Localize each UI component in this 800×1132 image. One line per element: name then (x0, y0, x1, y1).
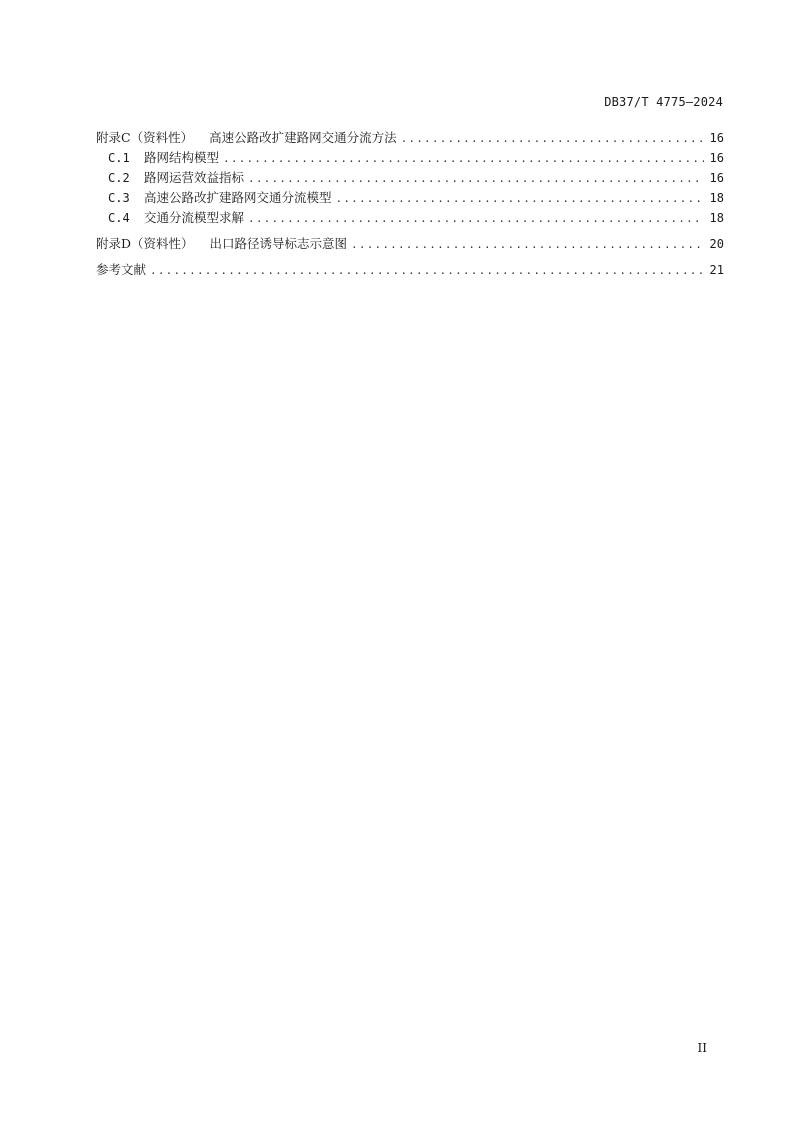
toc-entry-number: C.4 (108, 211, 130, 225)
table-of-contents (96, 128, 724, 280)
toc-leader-dots (248, 209, 704, 228)
toc-leader-dots (223, 149, 704, 168)
toc-entry-c2[interactable] (96, 168, 724, 188)
toc-leader-dots (351, 235, 704, 254)
toc-entry-page: 16 (709, 171, 724, 185)
toc-entry-title: 高速公路改扩建路网交通分流方法 (209, 130, 397, 145)
toc-entry-label (108, 188, 332, 208)
toc-entry-number: C.1 (108, 151, 130, 165)
toc-entry-page: 18 (709, 191, 724, 205)
toc-entry-title: 交通分流模型求解 (144, 210, 245, 225)
toc-entry-title: 路网运营效益指标 (144, 170, 245, 185)
toc-leader-dots (401, 129, 704, 148)
toc-entry-prefix: 附录C（资料性） (96, 130, 194, 145)
toc-entry-title: 参考文献 (96, 262, 147, 277)
toc-entry-title: 路网结构模型 (144, 150, 220, 165)
toc-entry-label (108, 208, 244, 228)
toc-entry-title: 出口路径诱导标志示意图 (209, 236, 348, 251)
toc-leader-dots (336, 189, 704, 208)
toc-entry-label (108, 148, 219, 168)
toc-entry-label (96, 234, 347, 253)
toc-entry-references[interactable] (96, 260, 724, 280)
toc-entry-prefix: 附录D（资料性） (96, 236, 194, 251)
toc-entry-number: C.3 (108, 191, 130, 205)
toc-entry-page: 20 (709, 237, 724, 251)
standard-number-header: DB37/T 4775—2024 (604, 95, 723, 109)
toc-entry-title: 高速公路改扩建路网交通分流模型 (144, 190, 332, 205)
toc-leader-dots (248, 169, 704, 188)
toc-entry-page: 18 (709, 211, 724, 225)
toc-leader-dots (150, 261, 704, 280)
toc-entry-appendix-d[interactable] (96, 234, 724, 254)
toc-entry-page: 16 (709, 151, 724, 165)
toc-entry-page: 16 (709, 131, 724, 145)
toc-entry-label (96, 260, 146, 279)
toc-entry-c4[interactable] (96, 208, 724, 228)
toc-entry-c1[interactable] (96, 148, 724, 168)
toc-entry-label (108, 168, 244, 188)
toc-entry-c3[interactable] (96, 188, 724, 208)
toc-entry-page: 21 (709, 263, 724, 277)
page-number-footer: II (697, 1041, 707, 1055)
toc-entry-label (96, 128, 397, 147)
toc-entry-number: C.2 (108, 171, 130, 185)
toc-entry-appendix-c[interactable] (96, 128, 724, 148)
